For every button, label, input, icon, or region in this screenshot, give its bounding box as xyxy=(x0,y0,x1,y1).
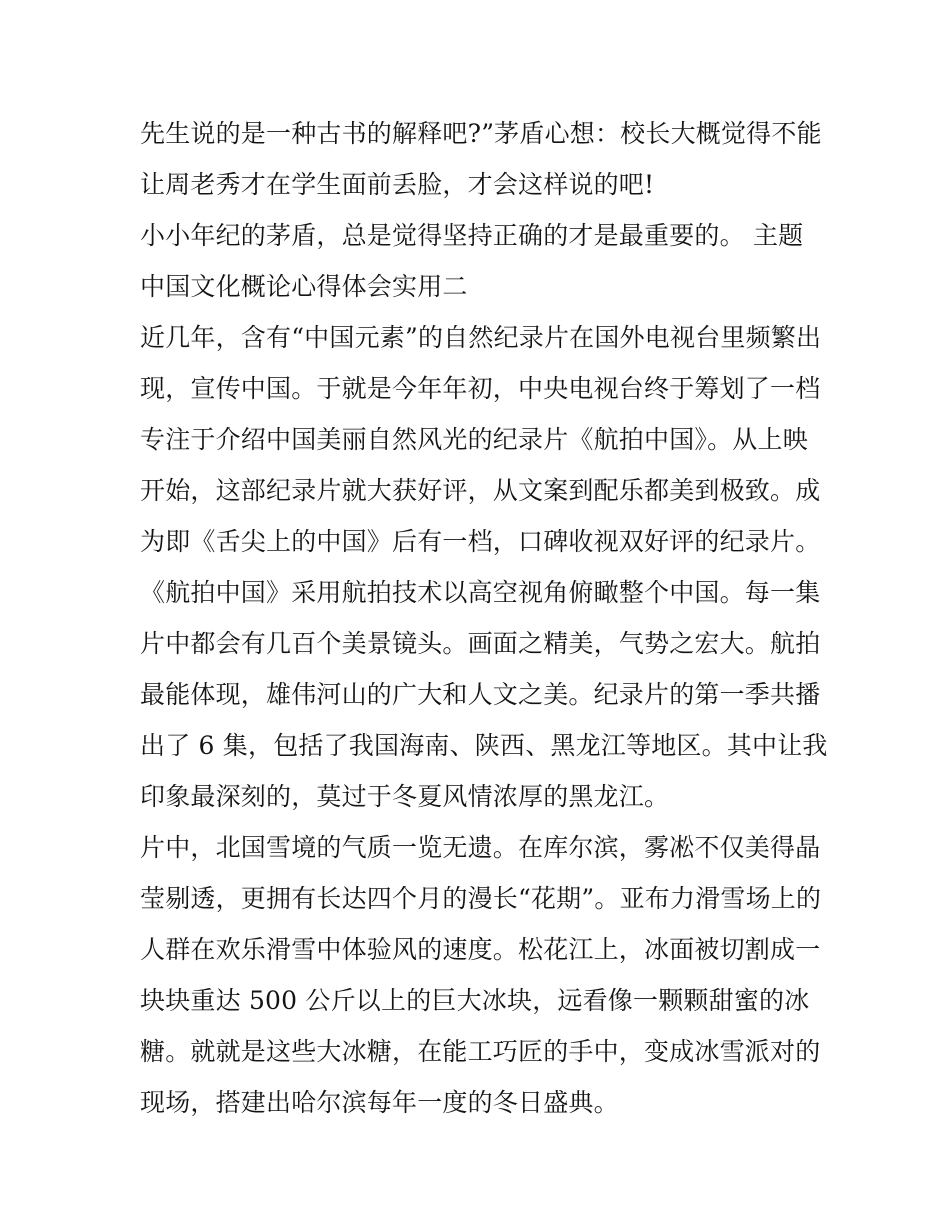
text-line: 最能体现，雄伟河山的广大和人文之美。纪录片的第一季共播 xyxy=(140,680,821,709)
text-line: 现，宣传中国。于就是今年年初，中央电视台终于筹划了一档 xyxy=(140,374,821,403)
text-line: 现场，搭建出哈尔滨每年一度的冬日盛典。 xyxy=(140,1088,619,1117)
text-line: 专注于介绍中国美丽自然风光的纪录片《航拍中国》。从上映 xyxy=(140,425,808,454)
text-line: 《航拍中国》采用航拍技术以高空视角俯瞰整个中国。每一集 xyxy=(140,578,821,607)
text-line: 块块重达 500 公斤以上的巨大冰块，远看像一颗颗甜蜜的冰 xyxy=(140,986,810,1015)
text-line: 片中都会有几百个美景镜头。画面之精美，气势之宏大。航拍 xyxy=(140,629,821,658)
text-line: 为即《舌尖上的中国》后有一档，口碑收视双好评的纪录片。 xyxy=(140,527,821,556)
text-line: 先生说的是一种古书的解释吧?”茅盾心想：校长大概觉得不能 xyxy=(140,119,822,148)
text-line: 人群在欢乐滑雪中体验风的速度。松花江上，冰面被切割成一 xyxy=(140,935,821,964)
text-line: 开始，这部纪录片就大获好评，从文案到配乐都美到极致。成 xyxy=(140,476,821,505)
text-line: 糖。就就是这些大冰糖，在能工巧匠的手中，变成冰雪派对的 xyxy=(140,1037,821,1066)
document-body xyxy=(140,108,830,1128)
text-line: 印象最深刻的，莫过于冬夏风情浓厚的黑龙江。 xyxy=(140,782,670,811)
text-line: 小小年纪的茅盾，总是觉得坚持正确的才是最重要的。 主题 xyxy=(140,221,804,250)
text-line: 莹剔透，更拥有长达四个月的漫长“花期”。亚布力滑雪场上的 xyxy=(140,884,822,913)
text-line: 出了 6 集，包括了我国海南、陕西、黑龙江等地区。其中让我 xyxy=(140,731,828,760)
text-line: 片中，北国雪境的气质一览无遗。在库尔滨，雾凇不仅美得晶 xyxy=(140,833,821,862)
text-line: 让周老秀才在学生面前丢脸，才会这样说的吧! xyxy=(140,170,655,199)
section-heading: 中国文化概论心得体会实用二 xyxy=(140,272,468,301)
text-line: 近几年，含有“中国元素”的自然纪录片在国外电视台里频繁出 xyxy=(140,323,822,352)
